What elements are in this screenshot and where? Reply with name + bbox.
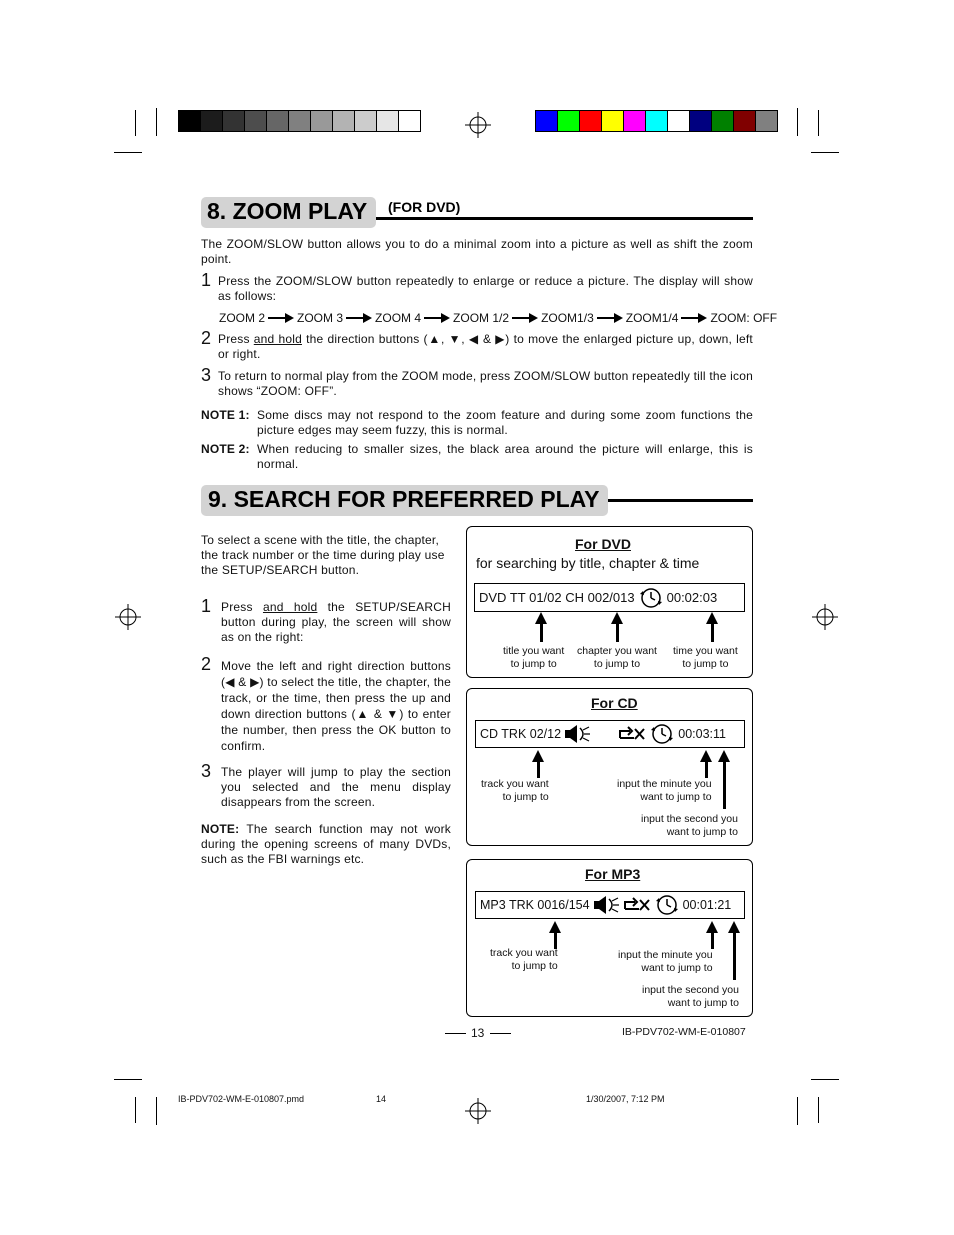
color-swatch xyxy=(398,110,421,132)
page-number: 13 xyxy=(471,1026,485,1040)
up-arrow-icon xyxy=(733,933,736,980)
file-page: 14 xyxy=(376,1094,387,1104)
up-arrow-icon xyxy=(711,933,714,949)
note2-text: When reducing to smaller sizes, the black area around the picture will enlarge, this is normal. xyxy=(257,442,753,471)
registration-mark-icon xyxy=(465,1098,491,1124)
up-arrow-icon xyxy=(723,762,726,809)
color-swatch xyxy=(310,110,333,132)
zoom-level: ZOOM 3 xyxy=(297,311,344,325)
up-triangle-icon: ▲ xyxy=(355,707,370,721)
right-arrow-icon xyxy=(597,313,623,323)
speaker-icon xyxy=(564,724,592,744)
right-triangle-icon: ▶ xyxy=(250,675,260,689)
up-arrow-icon xyxy=(540,624,543,642)
dvd-panel-subtitle: for searching by title, chapter & time xyxy=(476,555,700,571)
section8-subtitle: (FOR DVD) xyxy=(388,199,461,215)
mp3-search-display xyxy=(475,891,745,919)
zoom-sequence xyxy=(219,311,777,325)
up-arrow-icon xyxy=(705,762,708,778)
step-number: 3 xyxy=(201,365,212,385)
cd-display-time: 00:03:11 xyxy=(678,727,726,741)
section8-title: 8. ZOOM PLAY xyxy=(207,198,368,224)
note1-text: Some discs may not respond to the zoom feature and during some zoom functions the picture edges may seem fuzzy, this is normal. xyxy=(257,408,753,437)
color-swatch xyxy=(601,110,624,132)
color-swatch xyxy=(667,110,690,132)
section9-title: 9. SEARCH FOR PREFERRED PLAY xyxy=(208,486,600,512)
step-number: 2 xyxy=(201,328,212,348)
cd-display-text: CD TRK 02/12 xyxy=(480,727,562,741)
page-number-rule xyxy=(445,1033,466,1034)
step-number: 1 xyxy=(201,270,212,290)
color-swatch xyxy=(244,110,267,132)
note1-label: NOTE 1: xyxy=(201,408,250,422)
right-arrow-icon xyxy=(681,313,707,323)
mp3-display-text: MP3 TRK 0016/154 xyxy=(480,898,590,912)
section8-step2: Press and hold the direction buttons (▲, ▼, ◀ & ▶) to move the enlarged picture up, down, left or right. xyxy=(218,332,753,361)
mp3-panel-title: For MP3 xyxy=(585,866,641,882)
color-swatch xyxy=(733,110,756,132)
color-swatch xyxy=(755,110,778,132)
color-swatch xyxy=(200,110,223,132)
clock-icon xyxy=(654,894,680,916)
caption-second: input the second you want to jump to xyxy=(642,984,739,1009)
step-number: 2 xyxy=(201,654,212,674)
color-swatch xyxy=(623,110,646,132)
up-arrow-icon xyxy=(711,624,714,642)
caption-time: time you want to jump to xyxy=(673,645,738,670)
color-swatch xyxy=(178,110,201,132)
registration-mark-icon xyxy=(115,604,141,630)
caption-minute: input the minute you want to jump to xyxy=(617,778,712,803)
section9-intro: To select a scene with the title, the chapter, the track number or the time during play use the SETUP/SEARCH button. xyxy=(201,533,445,577)
color-swatch xyxy=(266,110,289,132)
zoom-level: ZOOM1/4 xyxy=(625,311,679,325)
page-number-rule xyxy=(490,1033,511,1034)
right-arrow-icon xyxy=(268,313,294,323)
left-triangle-icon: ◀ xyxy=(225,675,235,689)
caption-track: track you want to jump to xyxy=(490,947,558,972)
section8-rule xyxy=(376,217,753,220)
mp3-search-panel xyxy=(466,859,753,1017)
caption-minute: input the minute you want to jump to xyxy=(618,949,713,974)
zoom-level: ZOOM: OFF xyxy=(710,311,778,325)
caption-second: input the second you want to jump to xyxy=(641,813,738,838)
zoom-level: ZOOM 4 xyxy=(375,311,422,325)
down-triangle-icon: ▼ xyxy=(448,332,462,346)
cd-search-display xyxy=(475,720,745,748)
up-triangle-icon: ▲ xyxy=(427,332,441,346)
clock-icon xyxy=(638,587,664,609)
cd-panel-title: For CD xyxy=(591,695,638,711)
caption-track: track you want to jump to xyxy=(481,778,549,803)
cd-search-panel xyxy=(466,688,753,846)
caption-title: title you want to jump to xyxy=(503,645,565,670)
dvd-display-time: 00:02:03 xyxy=(666,590,718,605)
caption-chapter: chapter you want to jump to xyxy=(577,645,657,670)
section9-note: NOTE: The search function may not work during the opening screens of many DVDs, such as the FBI warnings etc. xyxy=(201,822,451,866)
file-name: IB-PDV702-WM-E-010807.pmd xyxy=(178,1094,305,1104)
section8-step3: To return to normal play from the ZOOM mode, press ZOOM/SLOW button repeatedly till the icon shows “ZOOM: OFF”. xyxy=(218,369,753,398)
color-swatch xyxy=(354,110,377,132)
mp3-display-time: 00:01:21 xyxy=(682,898,732,912)
color-swatch xyxy=(222,110,245,132)
color-swatch xyxy=(557,110,580,132)
dvd-search-display xyxy=(474,583,745,612)
section8-step1: Press the ZOOM/SLOW button repeatedly to enlarge or reduce a picture. The display will show as follows: xyxy=(218,274,753,303)
section8-intro: The ZOOM/SLOW button allows you to do a minimal zoom into a picture as well as shift the zoom point. xyxy=(201,237,753,266)
right-arrow-icon xyxy=(424,313,450,323)
note2-label: NOTE 2: xyxy=(201,442,250,456)
up-arrow-icon xyxy=(616,624,619,642)
up-arrow-icon xyxy=(537,762,540,778)
section9-step2: Move the left and right direction buttons (◀ & ▶) to select the title, the chapter, the track, or the time, then press the up and down direction buttons (▲ & ▼) to enter the number, then press the OK button to confirm. xyxy=(221,659,451,753)
registration-mark-icon xyxy=(812,604,838,630)
zoom-level: ZOOM1/3 xyxy=(541,311,594,325)
repeat-cancel-icon xyxy=(616,724,646,744)
section9-rule xyxy=(608,499,753,502)
registration-mark-icon xyxy=(465,112,491,138)
zoom-level: ZOOM 1/2 xyxy=(453,311,510,325)
speaker-icon xyxy=(593,895,621,915)
color-swatch xyxy=(376,110,399,132)
right-arrow-icon xyxy=(512,313,538,323)
step-number: 3 xyxy=(201,761,212,781)
section9-step1: Press and hold the SETUP/SEARCH button during play, the screen will show as on the right: xyxy=(221,600,451,644)
color-swatch xyxy=(535,110,558,132)
color-swatch xyxy=(332,110,355,132)
timestamp: 1/30/2007, 7:12 PM xyxy=(586,1094,665,1104)
color-swatch xyxy=(711,110,734,132)
right-triangle-icon: ▶ xyxy=(495,332,506,346)
color-swatch xyxy=(645,110,668,132)
left-triangle-icon: ◀ xyxy=(468,332,479,346)
dvd-display-text: DVD TT 01/02 CH 002/013 xyxy=(479,590,635,605)
clock-icon xyxy=(649,723,675,745)
doc-code: IB-PDV702-WM-E-010807 xyxy=(622,1026,746,1038)
down-triangle-icon: ▼ xyxy=(386,707,400,721)
zoom-level: ZOOM 2 xyxy=(219,311,266,325)
step-number: 1 xyxy=(201,596,212,616)
right-arrow-icon xyxy=(346,313,372,323)
repeat-cancel-icon xyxy=(621,895,651,915)
color-swatch xyxy=(579,110,602,132)
color-swatch xyxy=(288,110,311,132)
color-swatch xyxy=(689,110,712,132)
dvd-panel-title: For DVD xyxy=(575,536,631,552)
section9-step3: The player will jump to play the section you selected and the menu display disappears from the screen. xyxy=(221,765,451,809)
dvd-search-panel xyxy=(466,526,753,678)
